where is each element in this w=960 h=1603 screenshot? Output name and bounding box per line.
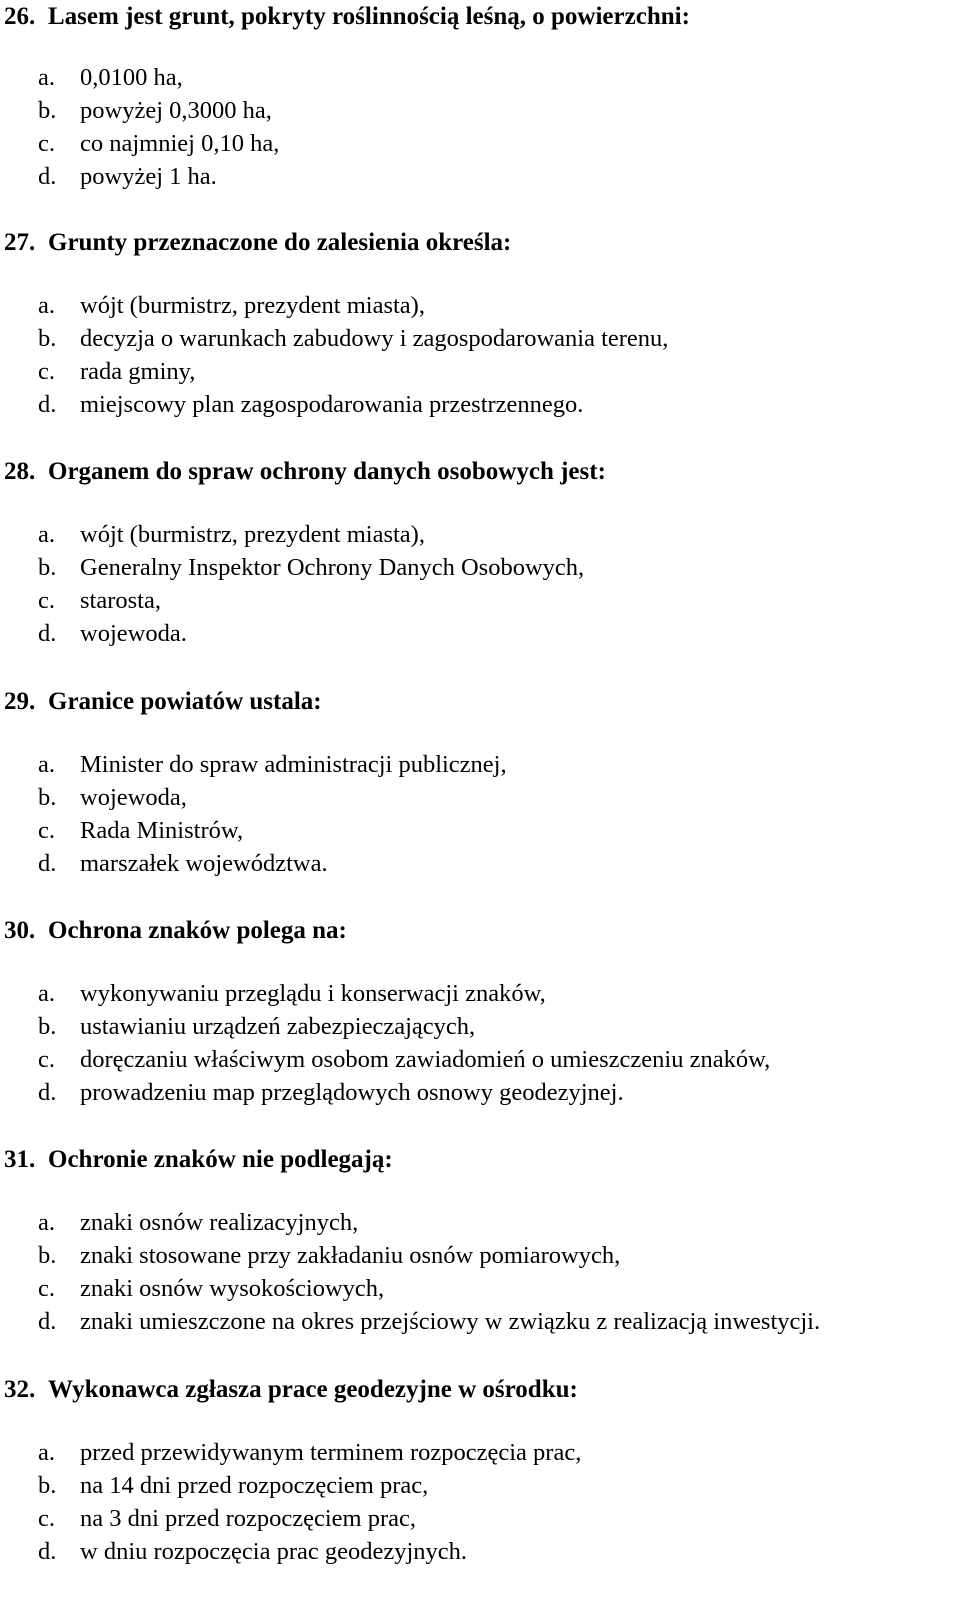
- option-text: co najmniej 0,10 ha,: [80, 130, 280, 157]
- option-d: [38, 1078, 624, 1108]
- option-c: [38, 129, 279, 159]
- option-d: [38, 390, 583, 420]
- option-d: [38, 849, 328, 879]
- option-text: wojewoda.: [80, 620, 187, 647]
- option-letter: c.: [38, 1046, 55, 1073]
- question-title: [4, 916, 347, 946]
- question-text: Ochronie znaków nie podlegają:: [48, 1146, 393, 1173]
- question-title: [4, 1145, 393, 1175]
- option-letter: a.: [38, 1209, 55, 1236]
- option-c: [38, 1045, 770, 1075]
- option-letter: c.: [38, 1275, 55, 1302]
- option-c: [38, 586, 161, 616]
- question-title: [4, 2, 690, 32]
- option-letter: c.: [38, 817, 55, 844]
- option-text: wojewoda,: [80, 784, 187, 811]
- option-text: znaki stosowane przy zakładaniu osnów pomiarowych,: [80, 1242, 621, 1269]
- option-letter: b.: [38, 784, 57, 811]
- option-letter: b.: [38, 1242, 57, 1269]
- option-letter: a.: [38, 521, 55, 548]
- option-a: [38, 1438, 581, 1468]
- option-text: marszałek województwa.: [80, 850, 328, 877]
- option-text: prowadzeniu map przeglądowych osnowy geodezyjnej.: [80, 1079, 624, 1106]
- option-a: [38, 291, 425, 321]
- option-text: 0,0100 ha,: [80, 64, 183, 91]
- option-letter: c.: [38, 130, 55, 157]
- option-text: na 3 dni przed rozpoczęciem prac,: [80, 1505, 417, 1532]
- question-text: Organem do spraw ochrony danych osobowych jest:: [48, 458, 606, 485]
- option-a: [38, 750, 507, 780]
- option-a: [38, 979, 546, 1009]
- option-c: [38, 1274, 384, 1304]
- option-d: [38, 1307, 820, 1337]
- option-letter: d.: [38, 1079, 57, 1106]
- question-text: Wykonawca zgłasza prace geodezyjne w ośrodku:: [48, 1376, 578, 1403]
- option-text: decyzja o warunkach zabudowy i zagospodarowania terenu,: [80, 325, 669, 352]
- question-title: [4, 457, 606, 487]
- option-letter: d.: [38, 1538, 57, 1565]
- option-text: znaki osnów realizacyjnych,: [80, 1209, 359, 1236]
- question-text: Granice powiatów ustala:: [48, 688, 322, 715]
- question-title: [4, 228, 511, 258]
- option-letter: b.: [38, 1013, 57, 1040]
- option-text: przed przewidywanym terminem rozpoczęcia prac,: [80, 1439, 582, 1466]
- question-title: [4, 687, 322, 717]
- option-a: [38, 520, 425, 550]
- option-text: wójt (burmistrz, prezydent miasta),: [80, 292, 425, 319]
- question-text: Lasem jest grunt, pokryty roślinnością leśną, o powierzchni:: [48, 3, 690, 30]
- question-number: 26.: [4, 3, 36, 30]
- option-c: [38, 1504, 416, 1534]
- option-text: wykonywaniu przeglądu i konserwacji znaków,: [80, 980, 546, 1007]
- option-text: powyżej 1 ha.: [80, 163, 217, 190]
- question-number: 32.: [4, 1376, 36, 1403]
- option-text: wójt (burmistrz, prezydent miasta),: [80, 521, 425, 548]
- question-text: Ochrona znaków polega na:: [48, 917, 347, 944]
- option-letter: d.: [38, 163, 57, 190]
- question-number: 31.: [4, 1146, 36, 1173]
- option-letter: d.: [38, 391, 57, 418]
- option-text: znaki umieszczone na okres przejściowy w związku z realizacją inwestycji.: [80, 1308, 821, 1335]
- option-letter: c.: [38, 358, 55, 385]
- option-d: [38, 1537, 467, 1567]
- option-text: miejscowy plan zagospodarowania przestrzennego.: [80, 391, 584, 418]
- option-b: [38, 783, 187, 813]
- option-letter: a.: [38, 64, 55, 91]
- question-number: 27.: [4, 229, 36, 256]
- option-letter: a.: [38, 980, 55, 1007]
- question-title: [4, 1375, 578, 1405]
- option-letter: c.: [38, 1505, 55, 1532]
- option-b: [38, 1471, 428, 1501]
- option-a: [38, 63, 183, 93]
- option-text: starosta,: [80, 587, 161, 614]
- option-d: [38, 162, 217, 192]
- option-letter: b.: [38, 97, 57, 124]
- option-c: [38, 816, 243, 846]
- option-b: [38, 1012, 475, 1042]
- option-letter: d.: [38, 1308, 57, 1335]
- option-text: rada gminy,: [80, 358, 196, 385]
- option-a: [38, 1208, 358, 1238]
- question-number: 28.: [4, 458, 36, 485]
- option-letter: b.: [38, 554, 57, 581]
- option-b: [38, 553, 584, 583]
- option-letter: b.: [38, 1472, 57, 1499]
- option-text: doręczaniu właściwym osobom zawiadomień o umieszczeniu znaków,: [80, 1046, 771, 1073]
- option-letter: a.: [38, 1439, 55, 1466]
- option-d: [38, 619, 187, 649]
- option-text: Generalny Inspektor Ochrony Danych Osobowych,: [80, 554, 585, 581]
- option-b: [38, 324, 668, 354]
- option-letter: d.: [38, 850, 57, 877]
- option-letter: c.: [38, 587, 55, 614]
- option-text: Rada Ministrów,: [80, 817, 244, 844]
- question-text: Grunty przeznaczone do zalesienia określa:: [48, 229, 512, 256]
- option-letter: b.: [38, 325, 57, 352]
- option-text: w dniu rozpoczęcia prac geodezyjnych.: [80, 1538, 468, 1565]
- option-letter: a.: [38, 292, 55, 319]
- option-text: znaki osnów wysokościowych,: [80, 1275, 385, 1302]
- option-text: na 14 dni przed rozpoczęciem prac,: [80, 1472, 429, 1499]
- question-number: 29.: [4, 688, 36, 715]
- option-text: powyżej 0,3000 ha,: [80, 97, 272, 124]
- option-b: [38, 96, 272, 126]
- option-text: Minister do spraw administracji publicznej,: [80, 751, 507, 778]
- option-letter: a.: [38, 751, 55, 778]
- option-text: ustawianiu urządzeń zabezpieczających,: [80, 1013, 476, 1040]
- option-c: [38, 357, 195, 387]
- option-b: [38, 1241, 620, 1271]
- option-letter: d.: [38, 620, 57, 647]
- question-number: 30.: [4, 917, 36, 944]
